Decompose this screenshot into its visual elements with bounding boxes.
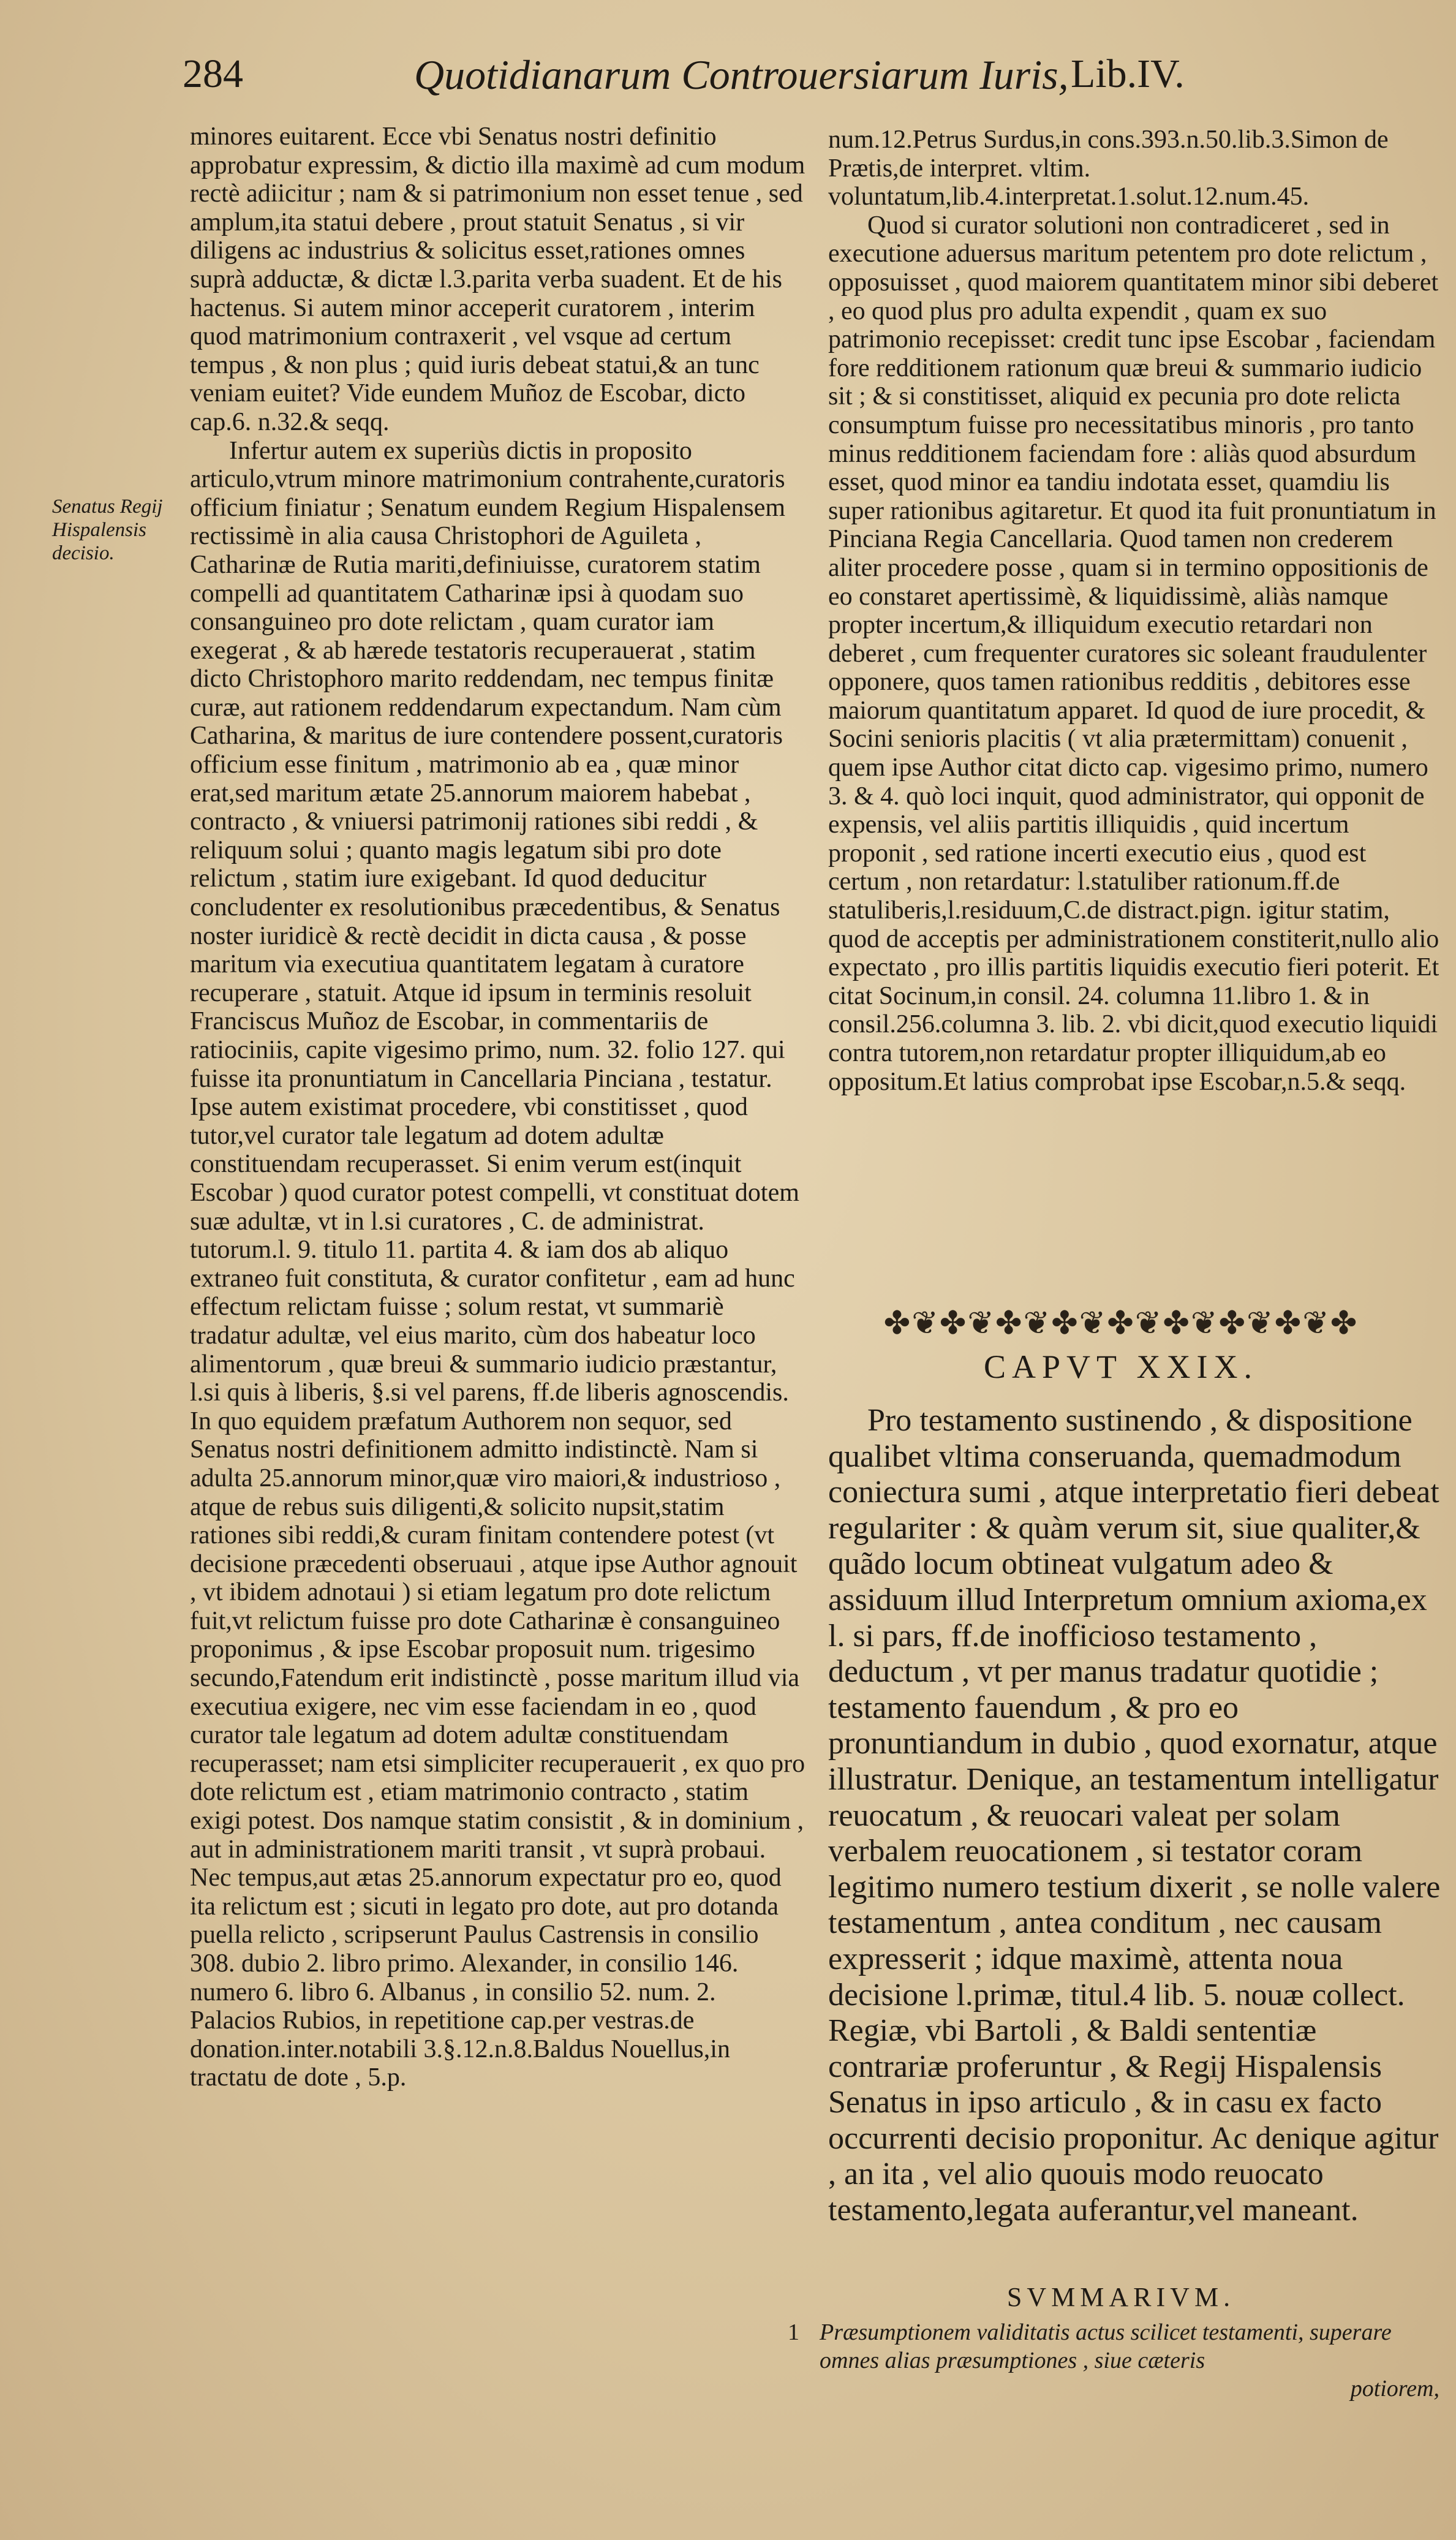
page-header (0, 51, 1456, 127)
chapter-title: CAPVT XXIX. (983, 1348, 1259, 1385)
chapter-body (828, 1403, 1441, 2229)
summarium-item-text: Præsumptionem validitatis actus scilicet testamenti, superare omnes alias præsumptiones , siue cæteris (820, 2319, 1392, 2373)
right-paragraph-1: num.12.Petrus Surdus,in cons.393.n.50.lib.3.Simon de Prætis,de interpret. vltim. voluntatum,lib.4.interpretat.1.solut.12.num.45. (828, 126, 1389, 211)
summarium-title: SVMMARIVM. (1006, 2282, 1235, 2312)
running-book: Lib.IV. (1071, 51, 1185, 96)
page-number: 284 (183, 51, 243, 96)
summarium-item-text-end: potiorem, (1350, 2376, 1439, 2402)
summarium-item (790, 2318, 1439, 2403)
margin-note: Senatus Regij Hispalensis decisio. (52, 496, 163, 564)
left-paragraph-1: minores euitarent. Ecce vbi Senatus nostri definitio approbatur expressim, & dictio illa maximè ad cum modum rectè adiicitur ; nam & si patrimonium non esset tenue , sed amplum,ita statui debere , prout statuit Senatus , si vir diligens ac industrius & solicitus esset,rationes omnes suprà adductæ, & dictæ l.3.parita verba suadent. Et de his hactenus. Si autem minor acceperit curatorem , interim quod matrimonium contraxerit , vel vsque ad certum tempus , & non plus ; quid iuris debeat statui,& an tunc veniam euitet? Vide eundem Muñoz de Escobar, dicto cap.6. n.32.& seqq. (190, 123, 805, 436)
chapter-paragraph: Pro testamento sustinendo , & dispositione qualibet vltima conseruanda, quemadmodum coniectura sumi , atque interpretatio fieri debeat regulariter : & quàm verum sit, siue qualiter,& quãdo locum obtineat vulgatum adeo & assiduum illud Interpretum omnium axioma,ex l. si pars, ff.de inofficioso testamento , deductum , vt per manus tradatur quotidie ; testamento fauendum , & pro eo pronuntiandum in dubio , quod exornatur, atque illustratur. Denique, an testamentum intelligatur reuocatum , & reuocari valeat per solam verbalem reuocationem , si testator coram legitimo numero testium dixerit , se nolle valere testamentum , antea conditum , nec causam expresserit ; idque maximè, attenta noua decisione l.primæ, titul.4 lib. 5. nouæ collect. Regiæ, vbi Bartoli , & Baldi sententiæ contrariæ proferuntur , & Regij Hispalensis Senatus in ipso articulo , & in casu ex facto occurrenti decisio proponitur. Ac denique agitur , an ita , vel alio quouis modo reuocato testamento,legata auferantur,vel maneant. (828, 1403, 1441, 2228)
ornament-band: ✤❦✤❦✤❦✤❦✤❦✤❦✤❦✤❦✤ (883, 1306, 1359, 1341)
left-paragraph-2: Infertur autem ex superiùs dictis in proposito articulo,vtrum minore matrimonium contrahente,curatoris officium finiatur ; Senatum eundem Regium Hispalensem rectissimè in alia causa Christophori de Aguileta , Catharinæ de Rutia mariti,definiuisse, curatorem statim compelli ad quantitatem Catharinæ ipsi à quodam suo consanguineo pro dote relictam , quam curator iam exegerat , & ab hærede testatoris recuperauerat , statim dicto Christophoro marito reddendam, nec tempus finitæ curæ, aut rationem reddendarum expectandum. Nam cùm Catharina, & maritus de iure contendere possent,curatoris officium esse finitum , matrimonio ab ea , quæ minor erat,sed maritum ætate 25.annorum maiorem habebat , contracto , & vniuersi patrimonij rationes sibi reddi , & reliquum solui ; quanto magis legatum sibi pro dote relictum , statim iure exigebant. Id quod deducitur concludenter ex resolutionibus præcedentibus, & Senatus noster iuridicè & rectè decidit in dicta causa , & posse maritum via executiua quantitatem legatam à curatore recuperare , statuit. Atque id ipsum in terminis resoluit Franciscus Muñoz de Escobar, in commentariis de ratiociniis, capite vigesimo primo, num. 32. folio 127. qui fuisse ita pronuntiatum in Cancellaria Pinciana , testatur. Ipse autem existimat procedere, vbi constitisset , quod tutor,vel curator tale legatum ad dotem adultæ constituendam recuperasset. Si enim verum est(inquit Escobar ) quod curator potest compelli, vt constituat dotem suæ adultæ, vt in l.si curatores , C. de administrat. tutorum.l. 9. titulo 11. partita 4. & iam dos ab aliquo extraneo fuit constituta, & curator confitetur , eam ad hunc effectum relictam fuisse ; solum restat, vt summariè tradatur adultæ, vel eius marito, cùm dos habeatur loco alimentorum , quæ breui & summario iudicio præstantur, l.si quis à liberis, §.si vel parens, ff.de liberis agnoscendis. In quo equidem præfatum Authorem non sequor, sed Senatus nostri definitionem admitto indistinctè. Nam si adulta 25.annorum minor,quæ viro maiori,& industrioso , atque de rebus suis diligenti,& solicito nupsit,statim rationes sibi reddi,& curam finitam contendere potest (vt decisione præcedenti obseruaui , atque ipse Author agnouit , vt ibidem adnotaui ) si etiam legatum pro dote relictum fuit,vt relictum fuisse pro dote Catharinæ è consanguineo proponimus , & ipse Escobar proposuit num. trigesimo secundo,Fatendum erit indistinctè , posse maritum illud via executiua exigere, nec vim esse faciendam in eo , quod curator tale legatum ad dotem adultæ constituendam recuperasset; nam etsi simpliciter recuperauerit , ex quo pro dote relictum est , etiam matrimonio contracto , statim exigi potest. Dos namque statim consistit , & in dominium , aut in administrationem mariti transit , vt suprà probaui. Nec tempus,aut ætas 25.annorum expectatur pro eo, quod ita relictum est ; sicuti in legato pro dote, aut pro dotanda puella relicto , scripserunt Paulus Castrensis in consilio 308. dubio 2. libro primo. Alexander, in consilio 146. numero 6. libro 6. Albanus , in consilio 52. num. 2. Palacios Rubios, in repetitione cap.per vestras.de donation.inter.notabili 3.§.12.n.8.Baldus Nouellus,in tractatu de dote , 5.p. (190, 436, 805, 2092)
right-paragraph-2: Quod si curator solutioni non contradiceret , sed in executione aduersus maritum petentem pro dote relictum , opposuisset , quod maiorem quantitatem minor sibi deberet , eo quod plus pro adulta expendit , quam ex suo patrimonio recepisset: credit tunc ipse Escobar , faciendam fore redditionem rationum quæ breui & summario iudicio sit ; & si constitisset, aliquid ex pecunia pro dote relicta consumptum fuisse pro necessitatibus minoris , pro tanto minus redditionem faciendam fore : aliàs quod absurdum esset, quod minor ea tandiu indotata esset, quamdiu lis super rationibus agitaretur. Et quod ita fuit pronuntiatum in Pinciana Regia Cancellaria. Quod tamen non crederem aliter procedere posse , quam si in termino oppositionis de eo constaret apertissimè, & liquidissimè, aliàs namque propter incertum,& illiquidum executio retardari non deberet , cum frequenter curatores sic soleant fraudulenter opponere, quos tamen rationibus redditis , debitores esse maiorum quantitatum apparet. Id quod de iure procedit, & Socini senioris placitis ( vt alia prætermittam) conuenit , quem ipse Author citat dicto cap. vigesimo primo, numero 3. & 4. quò loci inquit, quod administrator, qui opponit de expensis, vel aliis partitis illiquidis , quid incertum proponit , sed ratione incerti executio eius , quod est certum , non retardatur: l.statuliber rationum.ff.de statuliberis,l.residuum,C.de distract.pign. igitur statim, quod de acceptis per administrationem constiterit,nullo alio expectato , pro illis partitis liquidis executio fieri poterit. Et citat Socinum,in consil. 24. columna 11.libro 1. & in consil.256.columna 3. lib. 2. vbi dicit,quod executio liquidi contra tutorem,non retardatur propter illiquidum,ab eo oppositum.Et latius comprobat ipse Escobar,n.5.& seqq. (828, 211, 1439, 1096)
summarium-item-number: 1 (788, 2319, 799, 2345)
right-column (828, 126, 1441, 1096)
running-title: Quotidianarum Controuersiarum Iuris, (414, 51, 1069, 98)
left-column (190, 123, 805, 2092)
